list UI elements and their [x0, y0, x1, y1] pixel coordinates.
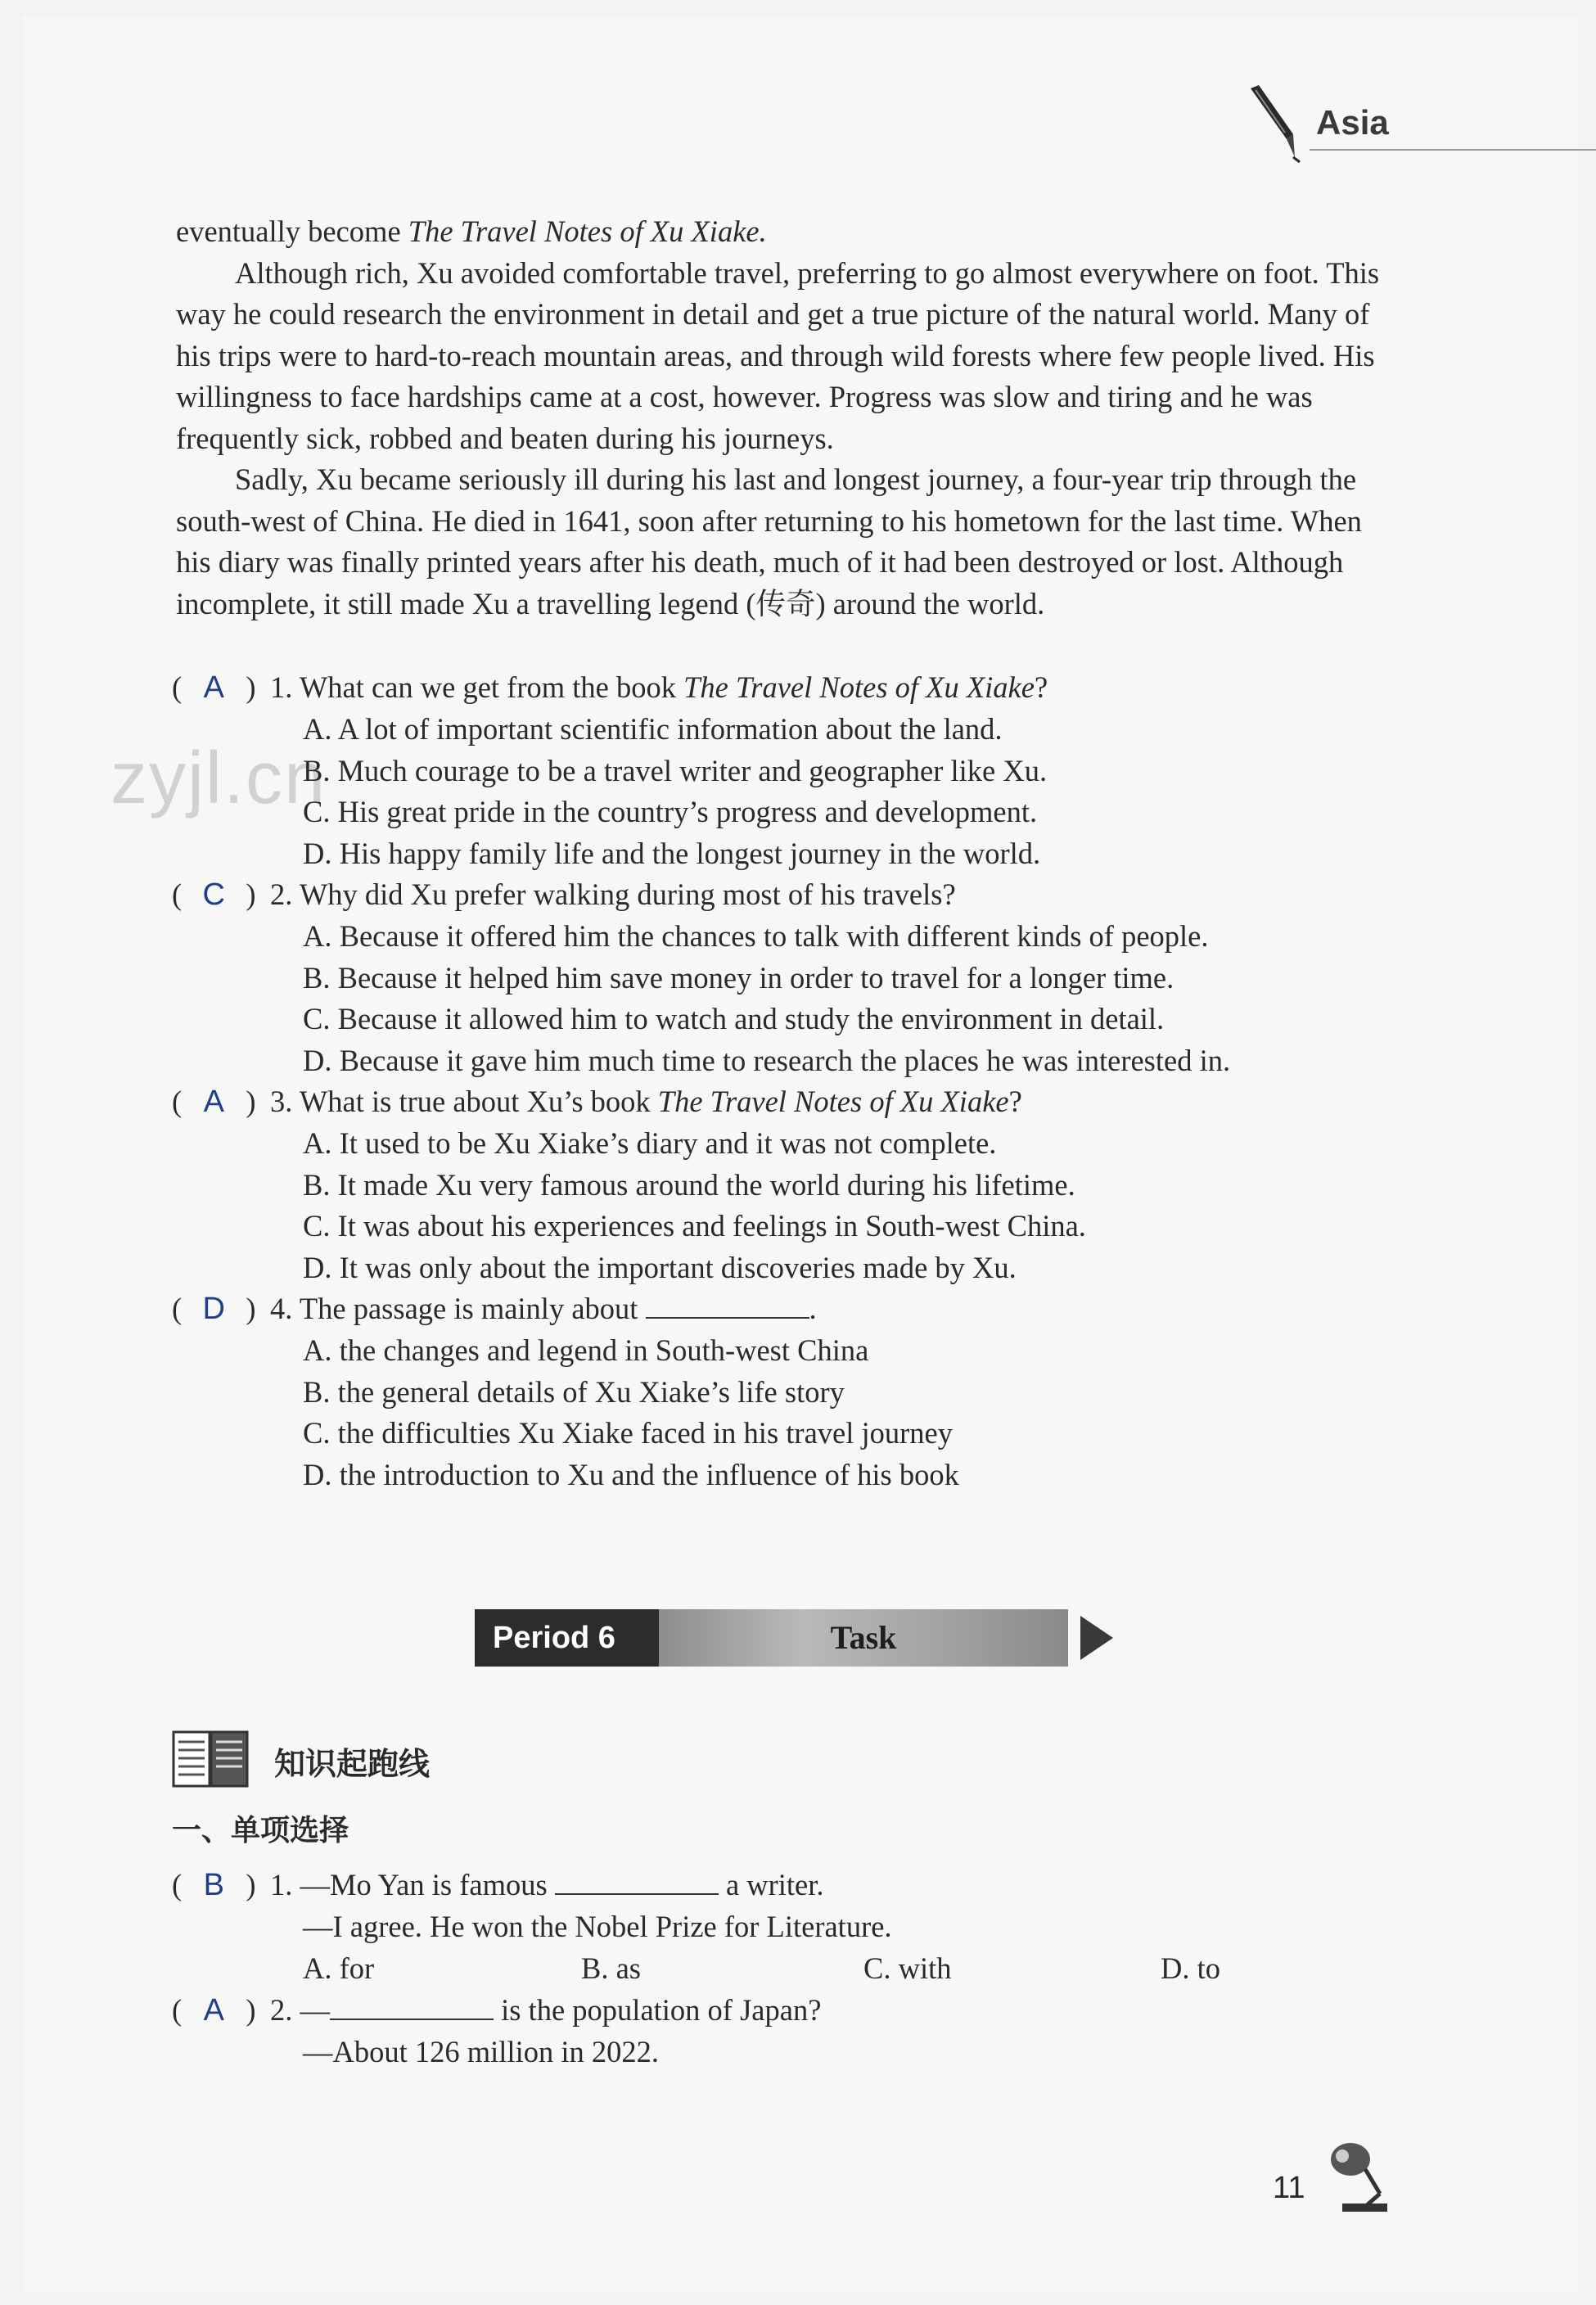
option-a: A. Because it offered him the chances to talk with different kinds of people. — [303, 919, 1209, 953]
option-c: C. His great pride in the country’s progress and development. — [303, 795, 1038, 828]
option-a: A. for — [303, 1951, 375, 1985]
passage-line-0: eventually become The Travel Notes of Xu Xiake. — [176, 214, 767, 248]
mc-question-2: ( A ) 2. — is the population of Japan? — [172, 1990, 821, 2032]
answer-letter: C — [202, 877, 225, 912]
subsection-title: 一、单项选择 — [172, 1814, 349, 1847]
option-a: A. the changes and legend in South-west China — [303, 1333, 869, 1367]
watermark: zyjl.cn — [110, 738, 327, 819]
answer-letter: A — [203, 1993, 224, 2028]
answer-bracket: ( D ) — [172, 1288, 270, 1330]
option-b: B. Because it helped him save money in order to travel for a longer time. — [303, 960, 1174, 995]
passage-paragraph-2: Although rich, Xu avoided comfortable travel, preferring to go almost everywhere on foot. This way he could research the environment in detail and get a true picture of the natural world. Many of his trips were to hard-to-reach mountain areas, and through wild forests where few people lived. His willingness to face hardships came at a cost, however. Progress was slow and tiring and he was frequently sick, robbed and beaten during his journeys. — [176, 255, 1380, 455]
option-c: C. with — [863, 1951, 952, 1985]
passage-paragraph-3: Sadly, Xu became seriously ill during his last and longest journey, a four-year trip through the south-west of China. He died in 1641, soon after returning to his hometown for the last time. When his diary was finally printed years after his death, much of it had been destroyed or lost. Although incomplete, it still made Xu a travelling legend (传奇) around the world. — [176, 462, 1362, 620]
arrow-icon — [1080, 1616, 1113, 1660]
answer-bracket: ( C ) — [172, 874, 270, 916]
answer-letter: A — [203, 670, 224, 705]
answer-letter: A — [203, 1085, 224, 1119]
passage — [176, 211, 1404, 625]
book-title: The Travel Notes of Xu Xiake. — [408, 214, 767, 248]
answer-letter: B — [203, 1868, 224, 1902]
answer-bracket: ( B ) — [172, 1865, 270, 1906]
question-1-options — [303, 709, 1047, 874]
question-2: ( C ) 2. Why did Xu prefer walking during most of his travels? — [172, 874, 956, 916]
question-4: ( D ) 4. The passage is mainly about . — [172, 1288, 817, 1330]
answer-letter: D — [202, 1292, 225, 1326]
answer-blank — [330, 1994, 494, 2020]
question-1: ( A ) 1. What can we get from the book The Travel Notes of Xu Xiake? — [172, 667, 1048, 709]
answer-blank — [555, 1869, 719, 1895]
option-b: B. It made Xu very famous around the world during his lifetime. — [303, 1167, 1075, 1202]
answer-blank — [646, 1292, 809, 1319]
page-header — [1244, 82, 1596, 172]
option-c: C. the difficulties Xu Xiake faced in his travel journey — [303, 1416, 953, 1450]
option-a: A. It used to be Xu Xiake’s diary and it was not complete. — [303, 1126, 997, 1160]
question-3-options — [303, 1123, 1086, 1288]
answer-bracket: ( A ) — [172, 667, 270, 709]
answer-bracket: ( A ) — [172, 1990, 270, 2032]
lamp-icon — [1318, 2136, 1391, 2214]
question-3: ( A ) 3. What is true about Xu’s book The Travel Notes of Xu Xiake? — [172, 1081, 1022, 1123]
period-banner — [475, 1609, 1089, 1667]
option-b: B. as — [581, 1951, 641, 1985]
header-title: Asia — [1316, 103, 1389, 142]
option-d: D. to — [1161, 1951, 1220, 1985]
question-4-options — [303, 1330, 959, 1495]
mc-question-2-reply: —About 126 million in 2022. — [303, 2035, 659, 2068]
section-title: 知识起跑线 — [274, 1746, 431, 1782]
option-d: D. His happy family life and the longest journey in the world. — [303, 836, 1041, 870]
mc-question-1: ( B ) 1. —Mo Yan is famous a writer. — [172, 1865, 824, 1906]
pen-icon — [1244, 82, 1310, 164]
option-d: D. the introduction to Xu and the influence of his book — [303, 1457, 959, 1491]
option-b: B. the general details of Xu Xiake’s life story — [303, 1374, 845, 1409]
question-2-options — [303, 916, 1230, 1081]
option-d: D. It was only about the important discoveries made by Xu. — [303, 1250, 1017, 1284]
option-c: C. It was about his experiences and feelings in South-west China. — [303, 1209, 1086, 1243]
book-icon — [172, 1729, 250, 1790]
answer-bracket: ( A ) — [172, 1081, 270, 1123]
mc-question-1-reply: —I agree. He won the Nobel Prize for Literature. — [303, 1910, 892, 1943]
period-label: Period 6 — [475, 1609, 659, 1667]
header-rule — [1310, 149, 1596, 151]
option-d: D. Because it gave him much time to research the places he was interested in. — [303, 1043, 1231, 1077]
option-c: C. Because it allowed him to watch and study the environment in detail. — [303, 1002, 1165, 1035]
page-number: 11 — [1273, 2171, 1305, 2205]
option-a: A. A lot of important scientific information about the land. — [303, 712, 1003, 746]
period-title: Task — [659, 1609, 1068, 1667]
option-b: B. Much courage to be a travel writer and geographer like Xu. — [303, 753, 1048, 787]
